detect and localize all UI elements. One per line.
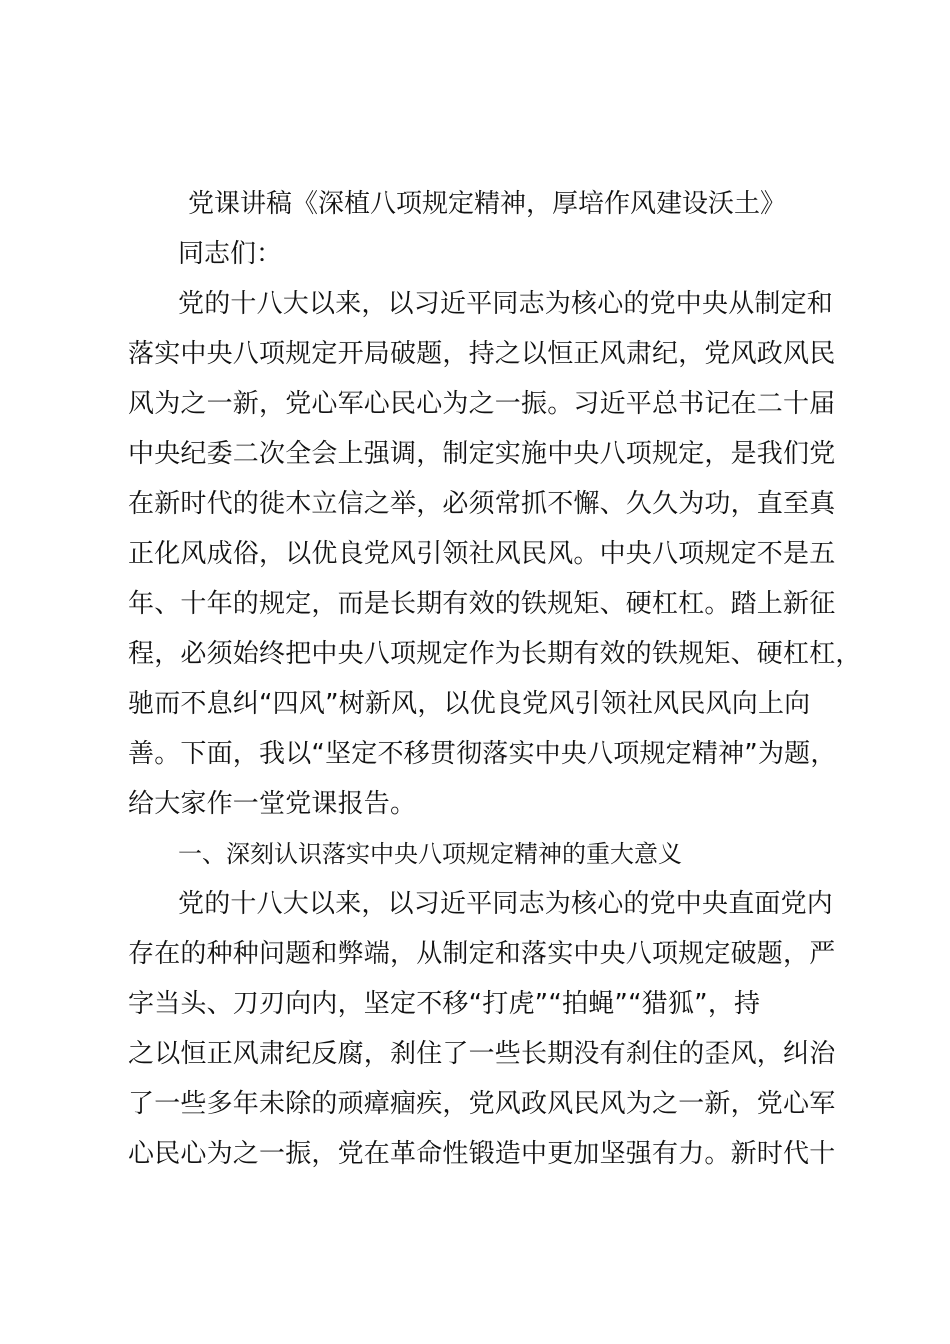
paragraph2-line: 了一些多年未除的顽瘴痼疾，党风政风民风为之一新，党心军 xyxy=(128,1089,836,1119)
paragraph2-line: 之以恒正风肃纪反腐，刹住了一些长期没有刹住的歪风，纠治 xyxy=(128,1039,836,1069)
paragraph1-line: 落实中央八项规定开局破题，持之以恒正风肃纪，党风政风民 xyxy=(128,339,836,369)
paragraph1-line: 正化风成俗，以优良党风引领社风民风。中央八项规定不是五 xyxy=(128,539,836,569)
paragraph1-line: 党的十八大以来，以习近平同志为核心的党中央从制定和 xyxy=(178,289,834,319)
paragraph1-line: 驰而不息纠“四风”树新风，以优良党风引领社风民风向上向 xyxy=(128,689,811,719)
paragraph2-line: 存在的种种问题和弊端，从制定和落实中央八项规定破题，严 xyxy=(128,939,836,969)
paragraph1-line: 给大家作一堂党课报告。 xyxy=(128,789,417,819)
paragraph1-line: 风为之一新，党心军心民心为之一振。习近平总书记在二十届 xyxy=(128,389,836,419)
paragraph2-line: 心民心为之一振，党在革命性锻造中更加坚强有力。新时代十 xyxy=(128,1139,836,1169)
paragraph1-line: 在新时代的徙木立信之举，必须常抓不懈、久久为功，直至真 xyxy=(128,489,836,519)
salutation: 同志们： xyxy=(178,239,283,269)
paragraph1-line: 中央纪委二次全会上强调，制定实施中央八项规定，是我们党 xyxy=(128,439,836,469)
document-title: 党课讲稿《深植八项规定精神，厚培作风建设沃土》 xyxy=(188,189,787,219)
paragraph1-line: 程，必须始终把中央八项规定作为长期有效的铁规矩、硬杠杠， xyxy=(128,639,862,669)
paragraph1-line: 年、十年的规定，而是长期有效的铁规矩、硬杠杠。踏上新征 xyxy=(128,589,836,619)
paragraph2-line: 字当头、刀刃向内，坚定不移“打虎”“拍蝇”“猎狐”，持 xyxy=(128,989,761,1019)
paragraph1-line: 善。下面，我以“坚定不移贯彻落实中央八项规定精神”为题， xyxy=(128,739,837,769)
paragraph2-line: 党的十八大以来，以习近平同志为核心的党中央直面党内 xyxy=(178,889,834,919)
section1-heading: 一、深刻认识落实中央八项规定精神的重大意义 xyxy=(178,840,682,868)
